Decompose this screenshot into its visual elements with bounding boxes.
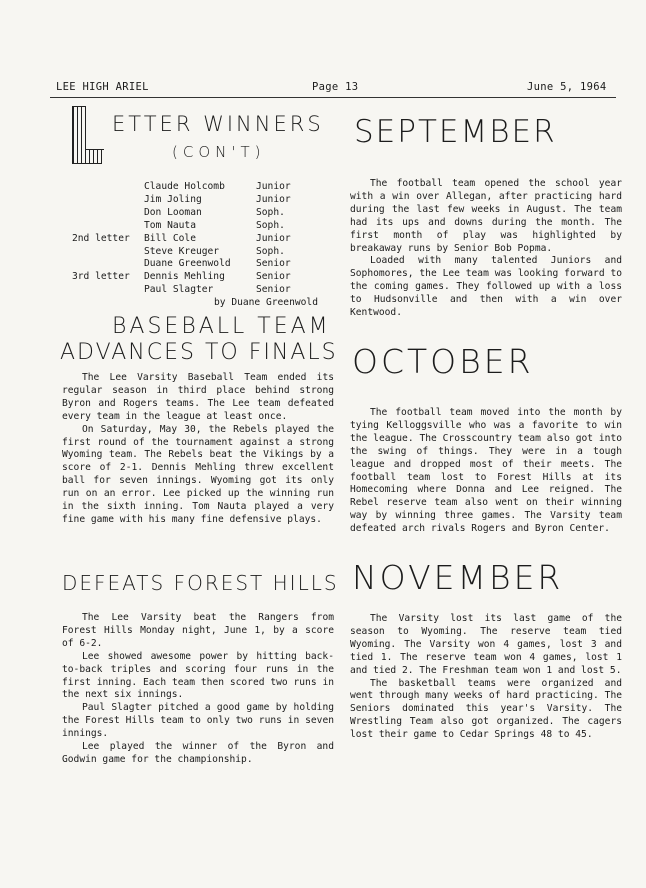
november-title: NOVEMBER xyxy=(352,558,564,597)
roster-class: Junior xyxy=(256,232,291,244)
roster-prefix: 2nd letter xyxy=(72,232,130,244)
forest-hills-title: DEFEATS FOREST HILLS xyxy=(62,571,339,595)
roster-name: Claude Holcomb xyxy=(144,181,225,192)
september-paragraph-2: Loaded with many talented Juniors and Sophomores, the Lee team was looking forward to the coming games. They followed up with a loss to Hudsonville and then with a win over Kentwood. xyxy=(350,255,622,319)
letter-winners-title: ETTER WINNERS xyxy=(112,112,324,136)
drop-cap-l xyxy=(72,106,102,164)
roster-prefix xyxy=(72,194,144,207)
november-paragraph-2: The basketball teams were organized and went through many weeks of hard practicing. The Seniors dominated this year's Varsity. The Wrestling Team also got organized. The cagers lost their game to Cedar Springs 48 to 45. xyxy=(350,677,622,741)
roster-class: Senior xyxy=(256,284,291,296)
roster-name: Don Looman xyxy=(144,206,202,218)
header-rule xyxy=(50,97,616,98)
forest-hills-paragraph-1: The Lee Varsity beat the Rangers from Forest Hills Monday night, June 1, by a score of 6-2. xyxy=(62,612,334,649)
roster-row xyxy=(72,207,316,220)
issue-date: June 5, 1964 xyxy=(527,81,607,93)
publication-name: LEE HIGH ARIEL xyxy=(56,81,149,93)
forest-hills-paragraph-2: Lee showed awesome power by hitting back-to-back triples and scoring four runs in the first inning. Each team then scored two runs in the next six innings. xyxy=(62,650,334,701)
letter-winners-subtitle: (CON'T) xyxy=(172,143,266,161)
baseball-paragraph-1: The Lee Varsity Baseball Team ended its regular season in third place behind strong Byron and Rogers teams. The Lee team defeated every team in the league at least once. xyxy=(62,372,334,422)
october-paragraph-1: The football team moved into the month by tying Kelloggsville who was a favorite to win the league. The Crosscountry team also got into the swing of things. They were in a tough league and dropped most of their meets. The football team lost to Forest Hills at its Homecoming where Donna and Lee reigned. The Rebel reserve team also went on their winning way by winning three games. The Varsity team defeated arch rivals Rogers and Byron Center. xyxy=(350,407,622,535)
roster-prefix xyxy=(72,258,144,271)
roster-name: Steve Kreuger xyxy=(144,245,220,257)
roster-class: Soph. xyxy=(256,206,285,218)
roster-name: Paul Slagter xyxy=(144,284,214,296)
roster-name: Jim Joling xyxy=(144,193,202,205)
roster-name: Tom Nauta xyxy=(144,219,196,231)
forest-hills-paragraph-3: Paul Slagter pitched a good game by holding the Forest Hills team to only two runs in seven innings. xyxy=(62,702,334,740)
baseball-paragraph-2: On Saturday, May 30, the Rebels played the first round of the tournament against a strong Wyoming team. The Rebels beat the Vikings by a score of 2-1. Dennis Mehling threw excellent ball for seven innings. Wyoming got its only run on an error. Lee picked up the winning run in the sixth inning. Tom Nauta played a very fine game with his many fine defensive plays. xyxy=(62,423,334,525)
baseball-title-line1: BASEBALL TEAM xyxy=(112,314,331,339)
forest-hills-paragraph-4: Lee played the winner of the Byron and Godwin game for the championship. xyxy=(62,741,334,765)
september-title: SEPTEMBER xyxy=(354,114,557,150)
page-number: Page 13 xyxy=(312,81,359,93)
roster-row xyxy=(72,233,316,246)
roster-name: Bill Cole xyxy=(144,232,196,244)
october-article xyxy=(350,407,622,536)
roster-prefix xyxy=(72,284,144,297)
roster-row xyxy=(72,271,316,284)
september-article xyxy=(350,178,622,320)
roster-class: Soph. xyxy=(256,219,285,231)
roster-row xyxy=(72,284,316,297)
roster-class: Junior xyxy=(256,181,291,192)
roster-prefix xyxy=(72,181,144,194)
roster-prefix: 3rd letter xyxy=(72,271,130,283)
letter-winners-roster xyxy=(72,181,316,297)
roster-row xyxy=(72,181,316,194)
roster-row xyxy=(72,246,316,259)
roster-name: Dennis Mehling xyxy=(144,271,225,283)
roster-prefix xyxy=(72,246,144,259)
september-paragraph-1: The football team opened the school year with a win over Allegan, after practicing hard during the last few weeks in August. The team had its ups and downs during the month. The first month of play was highlighted by breakaway runs by Senior Bob Popma. xyxy=(350,178,622,254)
roster-row xyxy=(72,258,316,271)
baseball-title-line2: ADVANCES TO FINALS xyxy=(60,340,338,365)
roster-class: Junior xyxy=(256,193,291,205)
november-article xyxy=(350,613,622,742)
november-paragraph-1: The Varsity lost its last game of the season to Wyoming. The reserve team tied Wyoming. The Varsity won 4 games, lost 3 and tied 1. The reserve team won 4 games, lost 1 and tied 2. The Freshman team won 1 and lost 5. xyxy=(350,613,622,676)
roster-name: Duane Greenwold xyxy=(144,258,231,270)
byline: by Duane Greenwold xyxy=(214,297,318,308)
roster-row xyxy=(72,194,316,207)
roster-class: Senior xyxy=(256,271,291,283)
forest-hills-article xyxy=(62,612,334,767)
roster-prefix xyxy=(72,220,144,233)
october-title: OCTOBER xyxy=(352,342,534,381)
roster-row xyxy=(72,220,316,233)
roster-class: Soph. xyxy=(256,245,285,257)
roster-prefix xyxy=(72,207,144,220)
roster-class: Senior xyxy=(256,258,291,270)
baseball-article xyxy=(62,372,334,527)
